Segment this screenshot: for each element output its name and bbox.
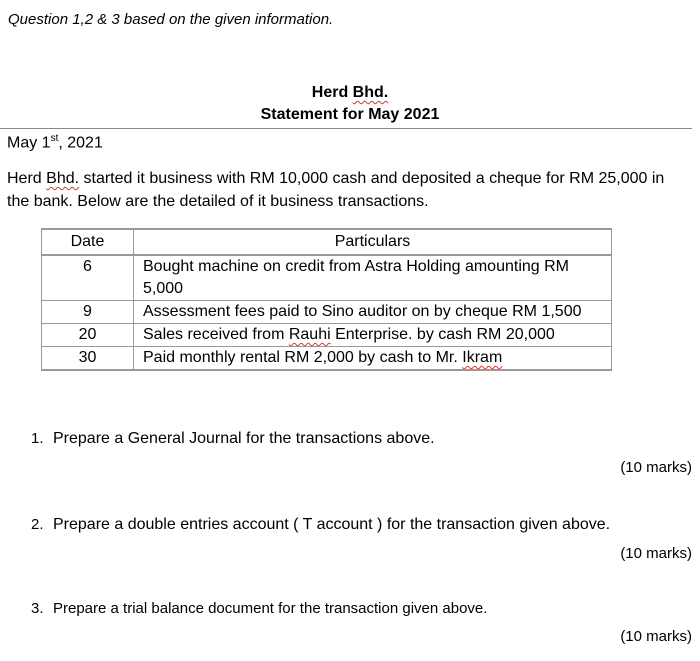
table-header-row [42,229,612,255]
question-2 [31,516,610,534]
row-date: 20 [42,324,134,347]
question-1 [31,430,435,448]
table-row [42,301,612,324]
question-number: 3. [31,600,44,617]
company-title [0,84,700,102]
paragraph-company-suffix: Bhd. [46,170,80,187]
row-date: 9 [42,301,134,324]
row-particulars [134,347,612,371]
statement-title: Statement for May 2021 [260,106,440,123]
company-suffix: Bhd. [352,84,389,101]
particulars-text: Enterprise. by cash RM 20,000 [330,326,555,343]
question-3-marks: (10 marks) [620,628,692,645]
transactions-table [41,228,612,371]
header-particulars: Particulars [134,229,612,255]
question-number: 1. [31,430,44,447]
question-text: Prepare a trial balance document for the transaction given above. [53,600,488,617]
particulars-text: Paid monthly rental RM 2,000 by cash to Mr. [143,349,463,366]
question-2-marks: (10 marks) [620,545,692,562]
date-suffix: st [50,133,59,144]
intro-paragraph [7,167,667,213]
question-text: Prepare a double entries account ( T account ) for the transaction given above. [53,516,611,533]
date-year: , 2021 [58,134,103,152]
particulars-name: Rauhi [288,326,331,343]
question-1-marks: (10 marks) [620,459,692,476]
row-date: 6 [42,255,134,301]
row-date: 30 [42,347,134,371]
question-text: Prepare a General Journal for the transactions above. [53,430,435,447]
table-row [42,324,612,347]
intro-text: Question 1,2 & 3 based on the given information. [8,11,334,28]
table-row [42,347,612,371]
paragraph-company-name: Herd [7,170,42,187]
particulars-name: Ikram [462,349,503,366]
date-month: May 1 [7,134,51,152]
statement-date [7,133,103,152]
row-particulars: Assessment fees paid to Sino auditor on by cheque RM 1,500 [134,301,612,324]
table-row [42,255,612,301]
row-particulars [134,324,612,347]
company-name: Herd [311,84,349,101]
row-particulars: Bought machine on credit from Astra Holding amounting RM 5,000 [134,255,612,301]
header-date: Date [42,229,134,255]
divider [0,128,692,129]
paragraph-body: started it business with RM 10,000 cash and deposited a cheque for RM 25,000 in the bank. Below are the detailed of it business transactions. [7,170,665,210]
question-number: 2. [31,516,44,533]
question-3 [31,600,487,617]
particulars-text: Sales received from [143,326,289,343]
